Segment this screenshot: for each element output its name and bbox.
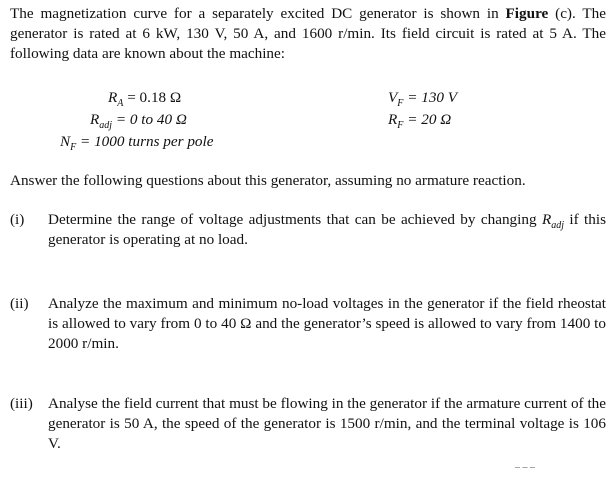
machine-parameters — [0, 88, 614, 158]
question-text — [48, 210, 606, 250]
rf-symbol: $R_F$ — [388, 111, 404, 132]
param-field-voltage — [388, 88, 457, 108]
ra-value: = 0.18 Ω — [127, 89, 182, 106]
question-text: Analyze the maximum and minimum no-load voltages in the generator if the field rheostat is allowed to vary from 0 to 40 Ω and the generator’s speed is allowed to vary from 1400 to 2000 r/min. — [48, 295, 606, 352]
intro-text-2: (c). The generator is rated at 6 kW, 130 V, 50 A, and 1600 r/min. Its field circuit is rated at 5 A. The following data are known about the machine: — [10, 5, 606, 62]
param-field-resistance — [388, 110, 451, 130]
param-adjustable-resistance — [90, 110, 187, 130]
question-3 — [10, 394, 606, 458]
param-field-turns — [60, 132, 213, 152]
answer-instruction: Answer the following questions about this generator, assuming no armature reaction. — [10, 172, 526, 189]
question-number: (iii) — [10, 395, 33, 412]
figure-reference: Figure — [505, 5, 549, 22]
problem-statement — [10, 4, 606, 64]
vf-symbol: $V_F$ — [388, 89, 404, 110]
nf-value: = 1000 turns per pole — [80, 133, 214, 150]
question-number: (ii) — [10, 295, 29, 312]
intro-text-1: The magnetization curve for a separately excited DC generator is shown in — [10, 5, 506, 22]
question-1 — [10, 210, 606, 254]
question-text-part-b: if this generator is operating at no load. — [48, 211, 606, 248]
scan-artifact-mark: – – – — [515, 462, 535, 473]
param-armature-resistance — [108, 88, 181, 108]
question-2 — [10, 294, 606, 358]
nf-symbol: $N_F$ — [60, 133, 77, 154]
question-text: Analyse the field current that must be flowing in the generator if the armature current of the generator is 50 A, the speed of the generator is 1500 r/min, and the terminal voltage is 106 V. — [48, 395, 606, 452]
rf-value: = 20 Ω — [407, 111, 452, 128]
question-text-part-a: Determine the range of voltage adjustments that can be achieved by changing — [48, 211, 542, 228]
radj-inline-symbol: $R_{adj}$ — [541, 211, 564, 232]
question-number: (i) — [10, 211, 25, 228]
radj-value: = 0 to 40 Ω — [115, 111, 187, 128]
radj-symbol: $R_{adj}$ — [90, 111, 113, 132]
ra-symbol: $R_A$ — [108, 89, 124, 110]
vf-value: = 130 V — [407, 89, 458, 106]
